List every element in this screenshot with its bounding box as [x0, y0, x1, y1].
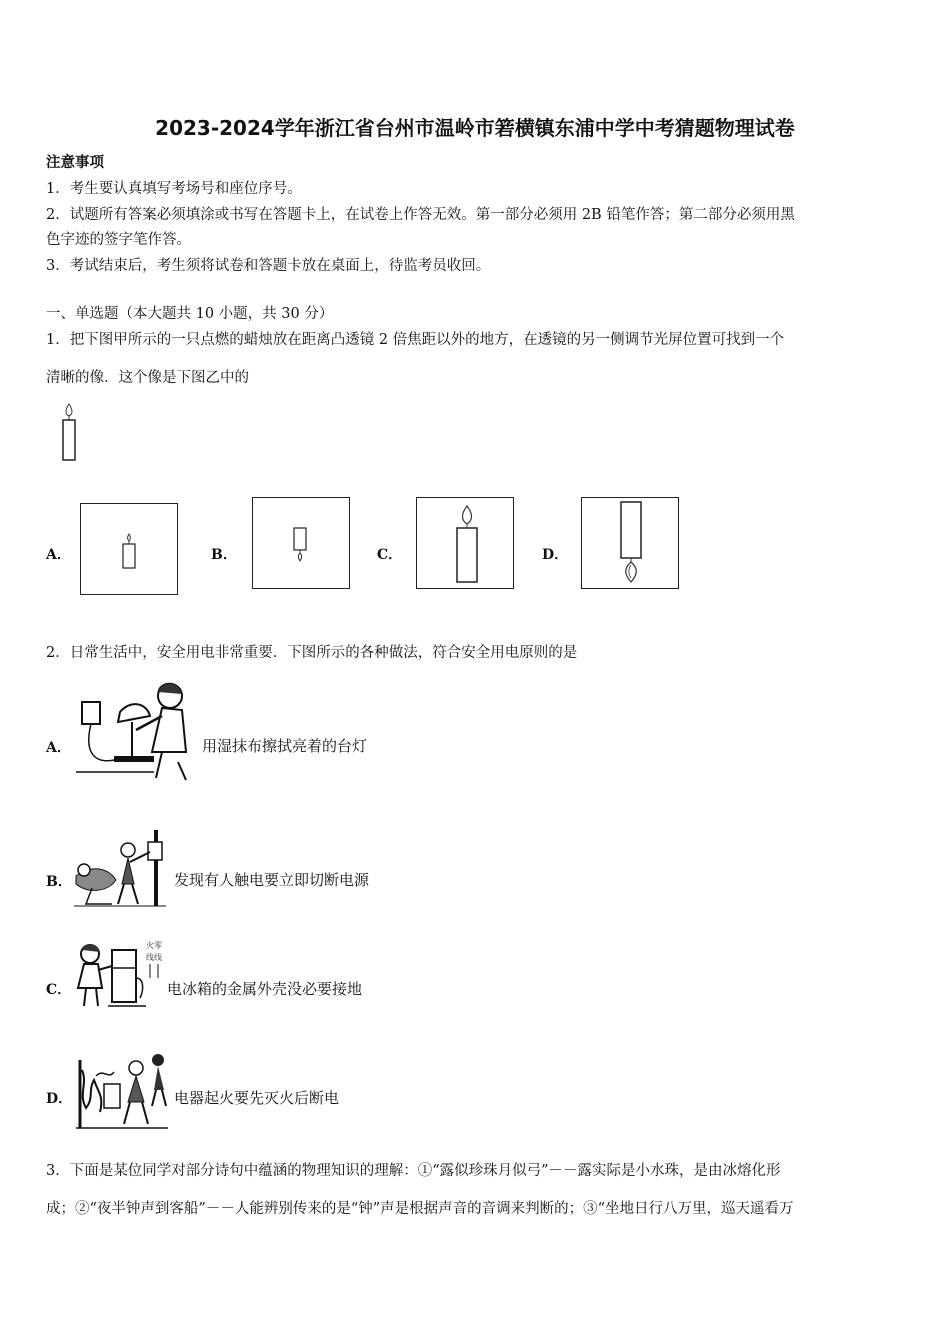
q1-option-b-label: B．: [211, 547, 237, 563]
q1-option-c-label: C．: [377, 547, 403, 563]
q2-stem: 2．日常生活中，安全用电非常重要．下图所示的各种做法，符合安全用电原则的是: [46, 645, 578, 661]
page-title: 2023-2024学年浙江省台州市温岭市箬横镇东浦中学中考猜题物理试卷: [155, 116, 795, 140]
wire-caption-bottom: 线线: [146, 953, 162, 962]
q2-option-b-label: B．: [46, 874, 72, 890]
fridge-grounding-figure[interactable]: [74, 938, 164, 1010]
candle-figure-jia: [56, 402, 84, 462]
girl-wiping-lamp-figure[interactable]: [74, 672, 196, 784]
candle-large-upright: [417, 498, 513, 588]
q1-option-d-box[interactable]: [581, 497, 679, 589]
q1-stem-line2: 清晰的像．这个像是下图乙中的: [46, 370, 249, 386]
wire-caption-top: 火零: [146, 941, 162, 950]
q2-option-a-text: 用湿抹布擦拭亮着的台灯: [202, 737, 368, 755]
q2-option-c-label: C．: [46, 982, 72, 998]
q1-option-d-label: D．: [542, 547, 569, 563]
notice-item-1: 1．考生要认真填写考场号和座位序号。: [46, 181, 302, 197]
electrical-fire-figure[interactable]: [74, 1050, 170, 1130]
power-cutoff-rescue-figure[interactable]: [72, 828, 168, 908]
q1-stem-line1: 1．把下图甲所示的一只点燃的蜡烛放在距离凸透镜 2 倍焦距以外的地方，在透镜的另一侧调节光屏位置可找到一个: [46, 332, 785, 348]
candle-small-inverted: [253, 498, 349, 588]
q2-option-d-label: D．: [46, 1091, 73, 1107]
q2-option-d-text: 电器起火要先灭火后断电: [174, 1089, 340, 1107]
notice-item-2: 2．试题所有答案必须填涂或书写在答题卡上，在试卷上作答无效。第一部分必须用 2B 铅笔作答；第二部分必须用黑: [46, 207, 795, 223]
q1-option-a-box[interactable]: [80, 503, 178, 595]
q1-option-a-label: A．: [46, 547, 71, 563]
q3-stem-line2: 成；②“夜半钟声到客船”－－人能辨别传来的是“钟”声是根据声音的音调来判断的；③“坐地日行八万里，巡天遥看万: [46, 1201, 794, 1217]
notice-item-2-cont: 色字迹的签字笔作答。: [46, 232, 191, 248]
q3-stem-line1: 3．下面是某位同学对部分诗句中蕴涵的物理知识的理解：①“露似珍珠月似弓”－－露实际是小水珠，是由冰熔化形: [46, 1163, 781, 1179]
notice-item-3: 3．考试结束后，考生须将试卷和答题卡放在桌面上，待监考员收回。: [46, 258, 491, 274]
q2-option-b-text: 发现有人触电要立即切断电源: [174, 871, 370, 889]
candle-small-upright: [81, 504, 177, 594]
notice-heading: 注意事项: [46, 154, 104, 171]
q2-option-a-label: A．: [46, 740, 71, 756]
section-heading: 一、单选题（本大题共 10 小题，共 30 分）: [46, 306, 334, 322]
q1-option-b-box[interactable]: [252, 497, 350, 589]
q1-option-c-box[interactable]: [416, 497, 514, 589]
q2-option-c-text: 电冰箱的金属外壳没必要接地: [167, 980, 363, 998]
candle-large-inverted: [582, 498, 678, 588]
